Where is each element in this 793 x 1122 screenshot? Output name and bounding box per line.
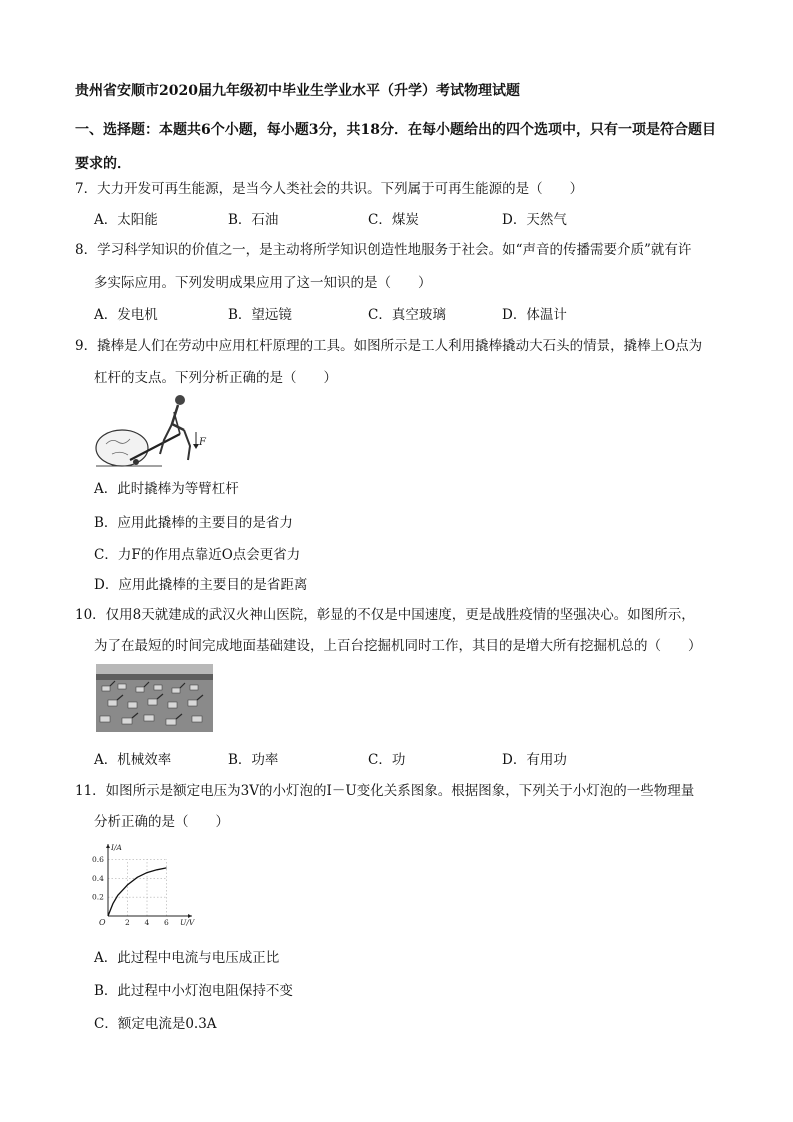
q10-option-b: B．功率 [228, 752, 279, 768]
q9-stem-line2: 杠杆的支点。下列分析正确的是（ ） [94, 370, 337, 386]
q11-option-c: C．额定电流是0.3A [94, 1016, 217, 1032]
q9-option-c: C．力F的作用点靠近O点会更省力 [94, 547, 301, 563]
q11-option-a: A．此过程中电流与电压成正比 [94, 950, 280, 966]
q8-option-a: A．发电机 [94, 307, 158, 323]
y-axis-arrow [106, 844, 110, 848]
q7-option-a: A．太阳能 [94, 212, 158, 228]
q10-option-c: C．功 [368, 752, 406, 768]
q8-option-b: B．望远镜 [228, 307, 292, 323]
force-label: F [199, 437, 206, 448]
section-heading: 一、选择题：本题共6个小题，每小题3分，共18分．在每小题给出的四个选项中，只有一项是符合题目要求的． [75, 122, 716, 172]
y-tick-group [92, 855, 104, 902]
boulder [96, 430, 148, 466]
q7-option-c: C．煤炭 [368, 212, 419, 228]
x-axis-label: U/V [180, 918, 195, 927]
y-tick-label: 0.4 [92, 873, 104, 883]
origin-label: O [99, 918, 106, 927]
iu-chart [90, 840, 205, 930]
q9-option-d: D．应用此撬棒的主要目的是省距离 [94, 577, 308, 593]
page-title: 贵州省安顺市2020届九年级初中毕业生学业水平（升学）考试物理试题 [75, 83, 520, 99]
fulcrum [133, 459, 139, 465]
q10-option-d: D．有用功 [502, 752, 567, 768]
y-axis-label: I/A [111, 843, 122, 852]
q10-option-a: A．机械效率 [94, 752, 172, 768]
crowbar-figure [92, 392, 212, 472]
q8-option-d: D．体温计 [502, 307, 567, 323]
q8-stem-line2: 多实际应用。下列发明成果应用了这一知识的是（ ） [94, 275, 432, 291]
x-tick-group [125, 918, 169, 927]
q9-option-b: B．应用此撬棒的主要目的是省力 [94, 515, 293, 531]
q11-stem-line1: 11．如图所示是额定电压为3V的小灯泡的I－U变化关系图象。根据图象，下列关于小灯泡的一些物理量 [75, 783, 695, 799]
q7-option-d: D．天然气 [502, 212, 567, 228]
q10-stem-line2: 为了在最短的时间完成地面基础建设，上百台挖掘机同时工作，其目的是增大所有挖掘机总的（ ） [94, 638, 702, 654]
y-tick-label: 0.2 [92, 892, 104, 902]
q10-stem-line1: 10．仅用8天就建成的武汉火神山医院，彰显的不仅是中国速度，更是战胜疫情的坚强决心。如图所示， [75, 607, 695, 623]
chart-grid [108, 859, 167, 916]
q11-option-b: B．此过程中小灯泡电阻保持不变 [94, 983, 293, 999]
q8-stem-line1: 8．学习科学知识的价值之一，是主动将所学知识创造性地服务于社会。如“声音的传播需要介质”就有许 [75, 242, 692, 258]
worker-head [175, 395, 185, 405]
q9-stem-line1: 9．撬棒是人们在劳动中应用杠杆原理的工具。如图所示是工人利用撬棒撬动大石头的情景，撬棒上O点为 [75, 338, 703, 354]
q9-option-a: A．此时撬棒为等臂杠杆 [94, 481, 239, 497]
q7-option-b: B．石油 [228, 212, 279, 228]
iu-curve [108, 868, 167, 916]
q7-stem: 7．大力开发可再生能源，是当今人类社会的共识。下列属于可再生能源的是（ ） [75, 181, 584, 197]
q8-option-c: C．真空玻璃 [368, 307, 446, 323]
x-tick-label: 2 [125, 918, 130, 927]
q11-stem-line2: 分析正确的是（ ） [94, 814, 229, 830]
x-tick-label: 6 [164, 918, 169, 927]
excavators-photo [96, 664, 213, 732]
x-tick-label: 4 [144, 918, 150, 927]
y-tick-label: 0.6 [92, 854, 104, 864]
